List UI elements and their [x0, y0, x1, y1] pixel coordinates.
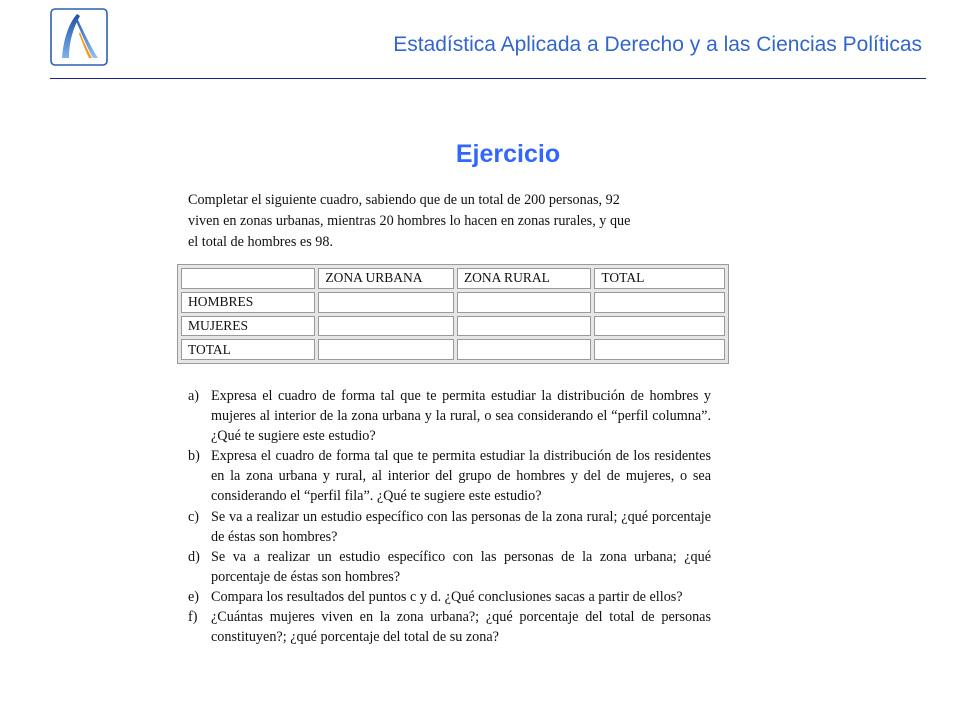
slide-title: Ejercicio	[455, 140, 561, 168]
table-header-row	[181, 268, 725, 289]
table-cell	[457, 316, 591, 337]
list-item	[188, 547, 711, 587]
list-item	[188, 446, 711, 506]
question-text: Compara los resultados del puntos c y d. ¿Qué conclusiones sacas a partir de ellos?	[211, 588, 683, 605]
question-text: Se va a realizar un estudio específico con las personas de la zona rural; ¿qué porcentaje de éstas son hombres?	[211, 508, 711, 545]
table-cell	[318, 316, 454, 337]
question-marker: d)	[188, 548, 200, 565]
list-item	[188, 386, 711, 446]
table-cell	[594, 316, 725, 337]
contingency-table	[177, 264, 729, 364]
statement-line: el total de hombres es 98.	[188, 234, 333, 250]
table-header-cell: ZONA URBANA	[318, 268, 454, 289]
exercise-statement	[188, 190, 708, 253]
header-divider	[50, 78, 926, 79]
table-header-cell	[181, 268, 315, 289]
table-cell	[594, 339, 725, 360]
question-marker: b)	[188, 448, 200, 465]
table-cell	[457, 292, 591, 313]
question-text: Expresa el cuadro de forma tal que te permita estudiar la distribución de hombres y mujeres al interior de la zona urbana y la rural, o sea considerando el “perfil columna”. ¿Qué te sugiere este estudio?	[211, 388, 711, 445]
question-marker: e)	[188, 588, 200, 605]
question-text: Se va a realizar un estudio específico con las personas de la zona urbana; ¿qué porcentaje de éstas son hombres?	[211, 548, 711, 585]
question-text: ¿Cuántas mujeres viven en la zona urbana?; ¿qué porcentaje del total de personas constituyen?; ¿qué porcentaje del total de su zona?	[211, 609, 711, 646]
table-cell	[457, 339, 591, 360]
row-label: TOTAL	[181, 339, 315, 360]
table-cell	[318, 339, 454, 360]
statement-line: viven en zonas urbanas, mientras 20 hombres lo hacen en zonas rurales, y que	[188, 213, 631, 229]
table-row	[181, 292, 725, 313]
list-item	[188, 607, 711, 647]
table-cell	[594, 292, 725, 313]
table-row	[181, 339, 725, 360]
table-header-cell: ZONA RURAL	[457, 268, 591, 289]
stylized-lambda-logo-icon	[50, 8, 108, 66]
question-marker: f)	[188, 609, 198, 626]
question-list	[188, 386, 711, 647]
list-item	[188, 587, 711, 607]
question-marker: c)	[188, 508, 200, 525]
row-label: MUJERES	[181, 316, 315, 337]
table-row	[181, 316, 725, 337]
table-cell	[318, 292, 454, 313]
question-text: Expresa el cuadro de forma tal que te permita estudiar la distribución de los residentes en la zona urbana y rural, al interior del grupo de hombres y del de mujeres, o sea considerando el “perfil fila”. ¿Qué te sugiere este estudio?	[211, 448, 711, 505]
table-header-cell: TOTAL	[594, 268, 725, 289]
presentation-header-title: Estadística Aplicada a Derecho y a las Ciencias Políticas	[393, 33, 922, 56]
statement-line: Completar el siguiente cuadro, sabiendo que de un total de 200 personas, 92	[188, 192, 620, 208]
question-marker: a)	[188, 388, 200, 404]
list-item	[188, 507, 711, 547]
row-label: HOMBRES	[181, 292, 315, 313]
